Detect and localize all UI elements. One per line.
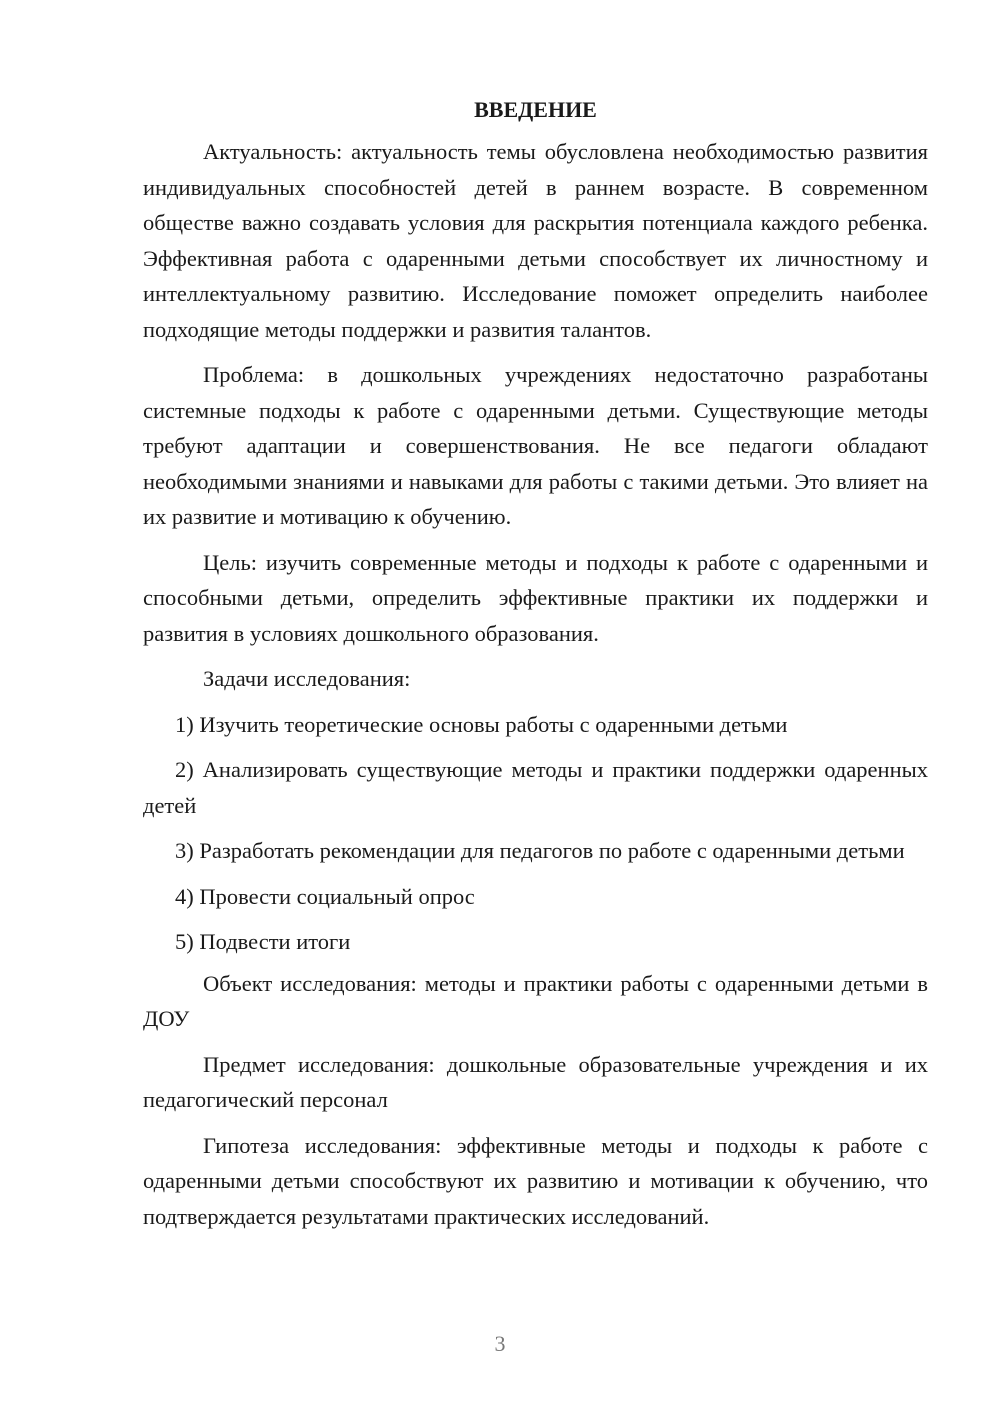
page-number: 3 [494,1331,506,1356]
task-item-4: 4) Провести социальный опрос [175,883,475,909]
page-title: ВВЕДЕНИЕ [474,97,597,122]
task-item-3: 3) Разработать рекомендации для педагогов по работе с одаренными детьми [175,838,905,863]
task-item-2: 2) Анализировать существующие методы и практики поддержки одаренных детей [143,757,928,818]
paragraph-hypothesis: Гипотеза исследования: эффективные методы и подходы к работе с одаренными детьми способствуют их развитию и мотивации к обучению, что подтверждается результатами практических исследований. [143,1132,928,1229]
paragraph-relevance: Актуальность: актуальность темы обусловлена необходимостью развития индивидуальных способностей детей в раннем возрасте. В современном обществе важно создавать условия для раскрытия потенциала каждого ребенка. Эффективная работа с одаренными детьми способствует их личностному и интеллектуальному развитию. Исследование поможет определить наиболее подходящие методы поддержки и развития талантов. [143,139,928,342]
paragraph-tasks-heading: Задачи исследования: [203,666,411,691]
document-page [143,94,928,1244]
task-item-5: 5) Подвести итоги [175,929,351,954]
task-item-1: 1) Изучить теоретические основы работы с одаренными детьми [175,711,788,737]
paragraph-goal: Цель: изучить современные методы и подходы к работе с одаренными и способными детьми, определить эффективные практики их поддержки и развития в условиях дошкольного образования. [143,549,928,646]
paragraph-problem: Проблема: в дошкольных учреждениях недостаточно разработаны системные подходы к работе с одаренными детьми. Существующие методы требуют адаптации и совершенствования. Не все педагоги обладают необходимыми знаниями и навыками для работы с такими детьми. Это влияет на их развитие и мотивацию к обучению. [143,362,928,529]
paragraph-object: Объект исследования: методы и практики работы с одаренными детьми в ДОУ [143,970,928,1031]
paragraph-subject: Предмет исследования: дошкольные образовательные учреждения и их педагогический персонал [143,1051,928,1112]
